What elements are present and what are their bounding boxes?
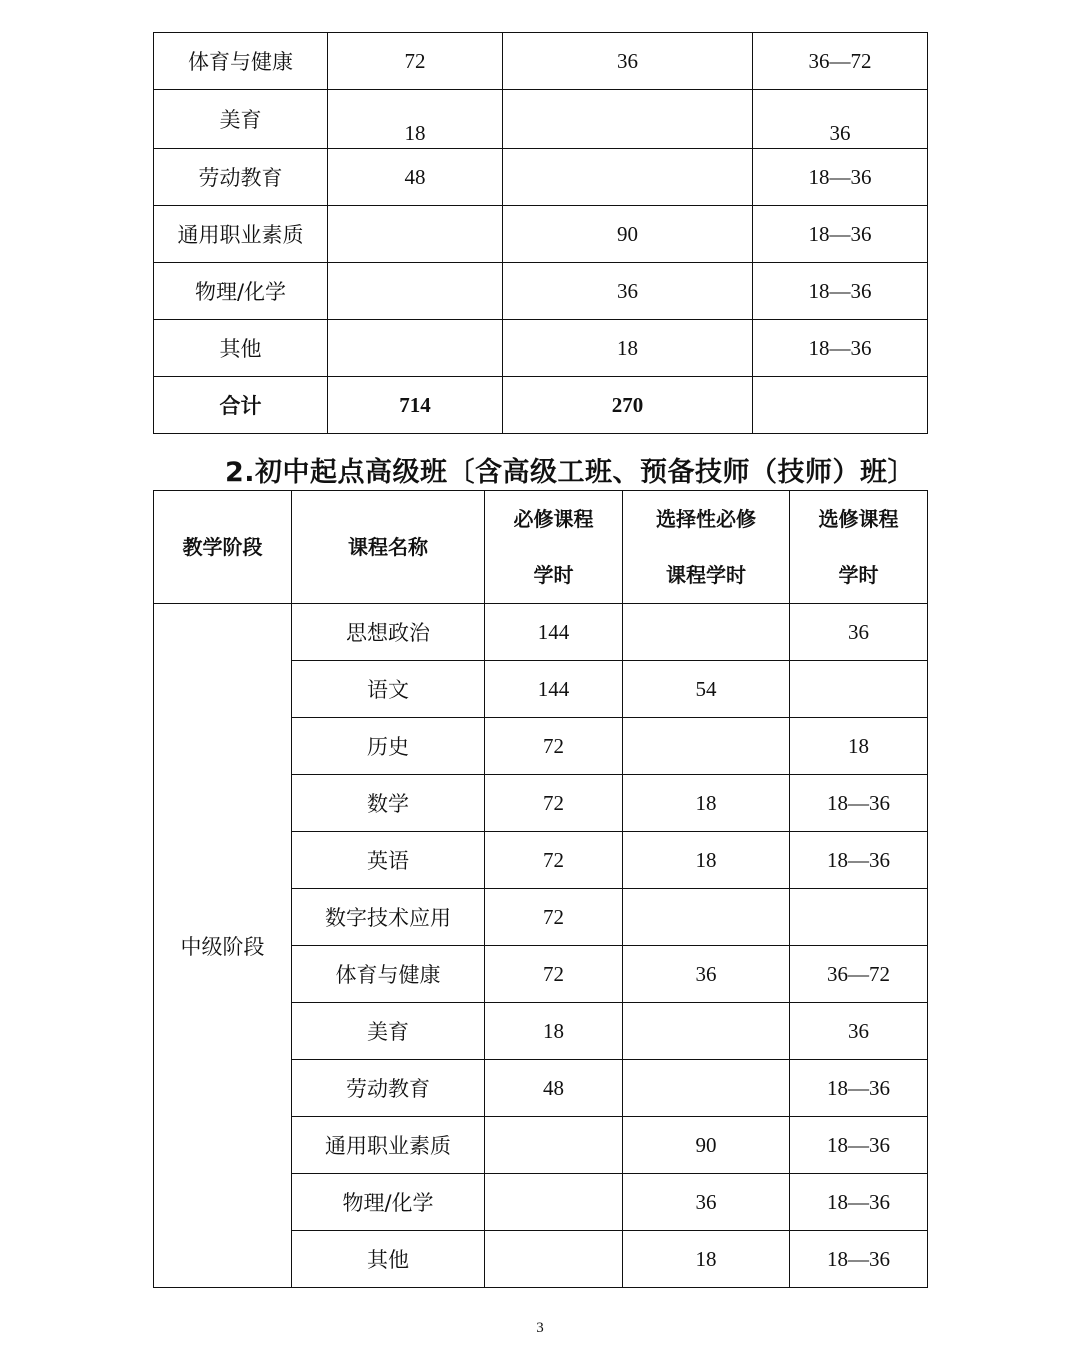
elective-hours-cell: 36 bbox=[753, 90, 928, 149]
total-elective-required-hours: 270 bbox=[503, 377, 753, 434]
table-row bbox=[154, 149, 928, 206]
elective-hours-cell: 18—36 bbox=[790, 1231, 928, 1288]
course-hours-table-continued bbox=[153, 32, 928, 434]
table-row bbox=[154, 206, 928, 263]
table-header-row bbox=[154, 491, 928, 604]
header-stage: 教学阶段 bbox=[154, 491, 292, 604]
course-name-cell: 数学 bbox=[292, 775, 485, 832]
elective-hours-cell bbox=[790, 661, 928, 718]
required-hours-cell bbox=[328, 263, 503, 320]
header-elective-required-line2: 课程学时 bbox=[666, 563, 746, 587]
course-name-cell: 语文 bbox=[292, 661, 485, 718]
header-required-line1: 必修课程 bbox=[513, 507, 594, 531]
elective-hours-cell: 18—36 bbox=[790, 1174, 928, 1231]
elective-hours-cell: 18—36 bbox=[790, 832, 928, 889]
course-name-cell: 体育与健康 bbox=[292, 946, 485, 1003]
course-name-cell: 英语 bbox=[292, 832, 485, 889]
required-hours-cell: 72 bbox=[485, 718, 623, 775]
elective-required-hours-cell: 90 bbox=[623, 1117, 790, 1174]
table-row bbox=[154, 263, 928, 320]
elective-required-hours-cell bbox=[623, 889, 790, 946]
header-elective-required-hours bbox=[623, 491, 790, 604]
required-hours-cell bbox=[485, 1231, 623, 1288]
course-name-cell: 体育与健康 bbox=[154, 33, 328, 90]
elective-required-hours-cell: 18 bbox=[623, 1231, 790, 1288]
elective-hours-cell: 18—36 bbox=[753, 206, 928, 263]
required-hours-cell: 144 bbox=[485, 604, 623, 661]
required-hours-cell bbox=[485, 1117, 623, 1174]
required-hours-cell: 72 bbox=[485, 775, 623, 832]
course-name-cell: 劳动教育 bbox=[154, 149, 328, 206]
course-name-cell: 美育 bbox=[292, 1003, 485, 1060]
required-hours-cell: 72 bbox=[485, 946, 623, 1003]
elective-hours-cell: 36—72 bbox=[790, 946, 928, 1003]
header-elective-required-line1: 选择性必修 bbox=[656, 507, 756, 531]
total-elective-hours bbox=[753, 377, 928, 434]
total-required-hours: 714 bbox=[328, 377, 503, 434]
header-elective-line1: 选修课程 bbox=[818, 507, 899, 531]
header-required-line2: 学时 bbox=[533, 563, 574, 587]
elective-required-hours-cell: 36 bbox=[503, 33, 753, 90]
course-name-cell: 劳动教育 bbox=[292, 1060, 485, 1117]
elective-required-hours-cell bbox=[623, 718, 790, 775]
junior-high-advanced-class-table bbox=[153, 490, 928, 1288]
course-name-cell: 思想政治 bbox=[292, 604, 485, 661]
page-number: 3 bbox=[536, 1320, 544, 1336]
elective-hours-cell: 36 bbox=[790, 604, 928, 661]
header-elective-hours bbox=[790, 491, 928, 604]
header-course-name: 课程名称 bbox=[292, 491, 485, 604]
required-hours-cell: 144 bbox=[485, 661, 623, 718]
elective-required-hours-cell bbox=[623, 1060, 790, 1117]
required-hours-cell bbox=[328, 206, 503, 263]
elective-hours-cell bbox=[790, 889, 928, 946]
elective-hours-cell: 18—36 bbox=[753, 149, 928, 206]
required-hours-cell bbox=[485, 1174, 623, 1231]
required-hours-cell: 48 bbox=[328, 149, 503, 206]
elective-hours-cell: 18—36 bbox=[790, 775, 928, 832]
table-row bbox=[154, 33, 928, 90]
elective-required-hours-cell: 18 bbox=[623, 775, 790, 832]
required-hours-cell: 72 bbox=[485, 832, 623, 889]
elective-required-hours-cell: 36 bbox=[623, 1174, 790, 1231]
table-row bbox=[154, 90, 928, 149]
required-hours-cell: 72 bbox=[328, 33, 503, 90]
course-name-cell: 数字技术应用 bbox=[292, 889, 485, 946]
required-hours-cell: 72 bbox=[485, 889, 623, 946]
elective-required-hours-cell: 18 bbox=[623, 832, 790, 889]
table-row bbox=[154, 320, 928, 377]
section-title: 2.初中起点高级班〔含高级工班、预备技师（技师）班〕 bbox=[224, 457, 916, 488]
header-elective-line2: 学时 bbox=[838, 563, 879, 587]
elective-required-hours-cell: 90 bbox=[503, 206, 753, 263]
table-row bbox=[154, 604, 928, 661]
stage-cell: 中级阶段 bbox=[154, 604, 292, 1288]
header-required-hours bbox=[485, 491, 623, 604]
elective-required-hours-cell: 54 bbox=[623, 661, 790, 718]
course-name-cell: 其他 bbox=[154, 320, 328, 377]
course-name-cell: 通用职业素质 bbox=[154, 206, 328, 263]
elective-hours-cell: 18 bbox=[790, 718, 928, 775]
elective-hours-cell: 18—36 bbox=[753, 320, 928, 377]
required-hours-cell: 48 bbox=[485, 1060, 623, 1117]
course-name-cell: 物理/化学 bbox=[292, 1174, 485, 1231]
course-name-cell: 历史 bbox=[292, 718, 485, 775]
course-name-cell: 美育 bbox=[154, 90, 328, 149]
total-label: 合计 bbox=[154, 377, 328, 434]
required-hours-cell: 18 bbox=[485, 1003, 623, 1060]
elective-required-hours-cell bbox=[503, 149, 753, 206]
required-hours-cell: 18 bbox=[328, 90, 503, 149]
course-name-cell: 通用职业素质 bbox=[292, 1117, 485, 1174]
total-row bbox=[154, 377, 928, 434]
elective-hours-cell: 36 bbox=[790, 1003, 928, 1060]
elective-required-hours-cell: 18 bbox=[503, 320, 753, 377]
elective-hours-cell: 36—72 bbox=[753, 33, 928, 90]
elective-required-hours-cell bbox=[623, 1003, 790, 1060]
course-name-cell: 物理/化学 bbox=[154, 263, 328, 320]
elective-hours-cell: 18—36 bbox=[753, 263, 928, 320]
course-name-cell: 其他 bbox=[292, 1231, 485, 1288]
elective-required-hours-cell: 36 bbox=[503, 263, 753, 320]
elective-required-hours-cell bbox=[623, 604, 790, 661]
required-hours-cell bbox=[328, 320, 503, 377]
elective-hours-cell: 18—36 bbox=[790, 1117, 928, 1174]
elective-required-hours-cell bbox=[503, 90, 753, 149]
elective-required-hours-cell: 36 bbox=[623, 946, 790, 1003]
elective-hours-cell: 18—36 bbox=[790, 1060, 928, 1117]
